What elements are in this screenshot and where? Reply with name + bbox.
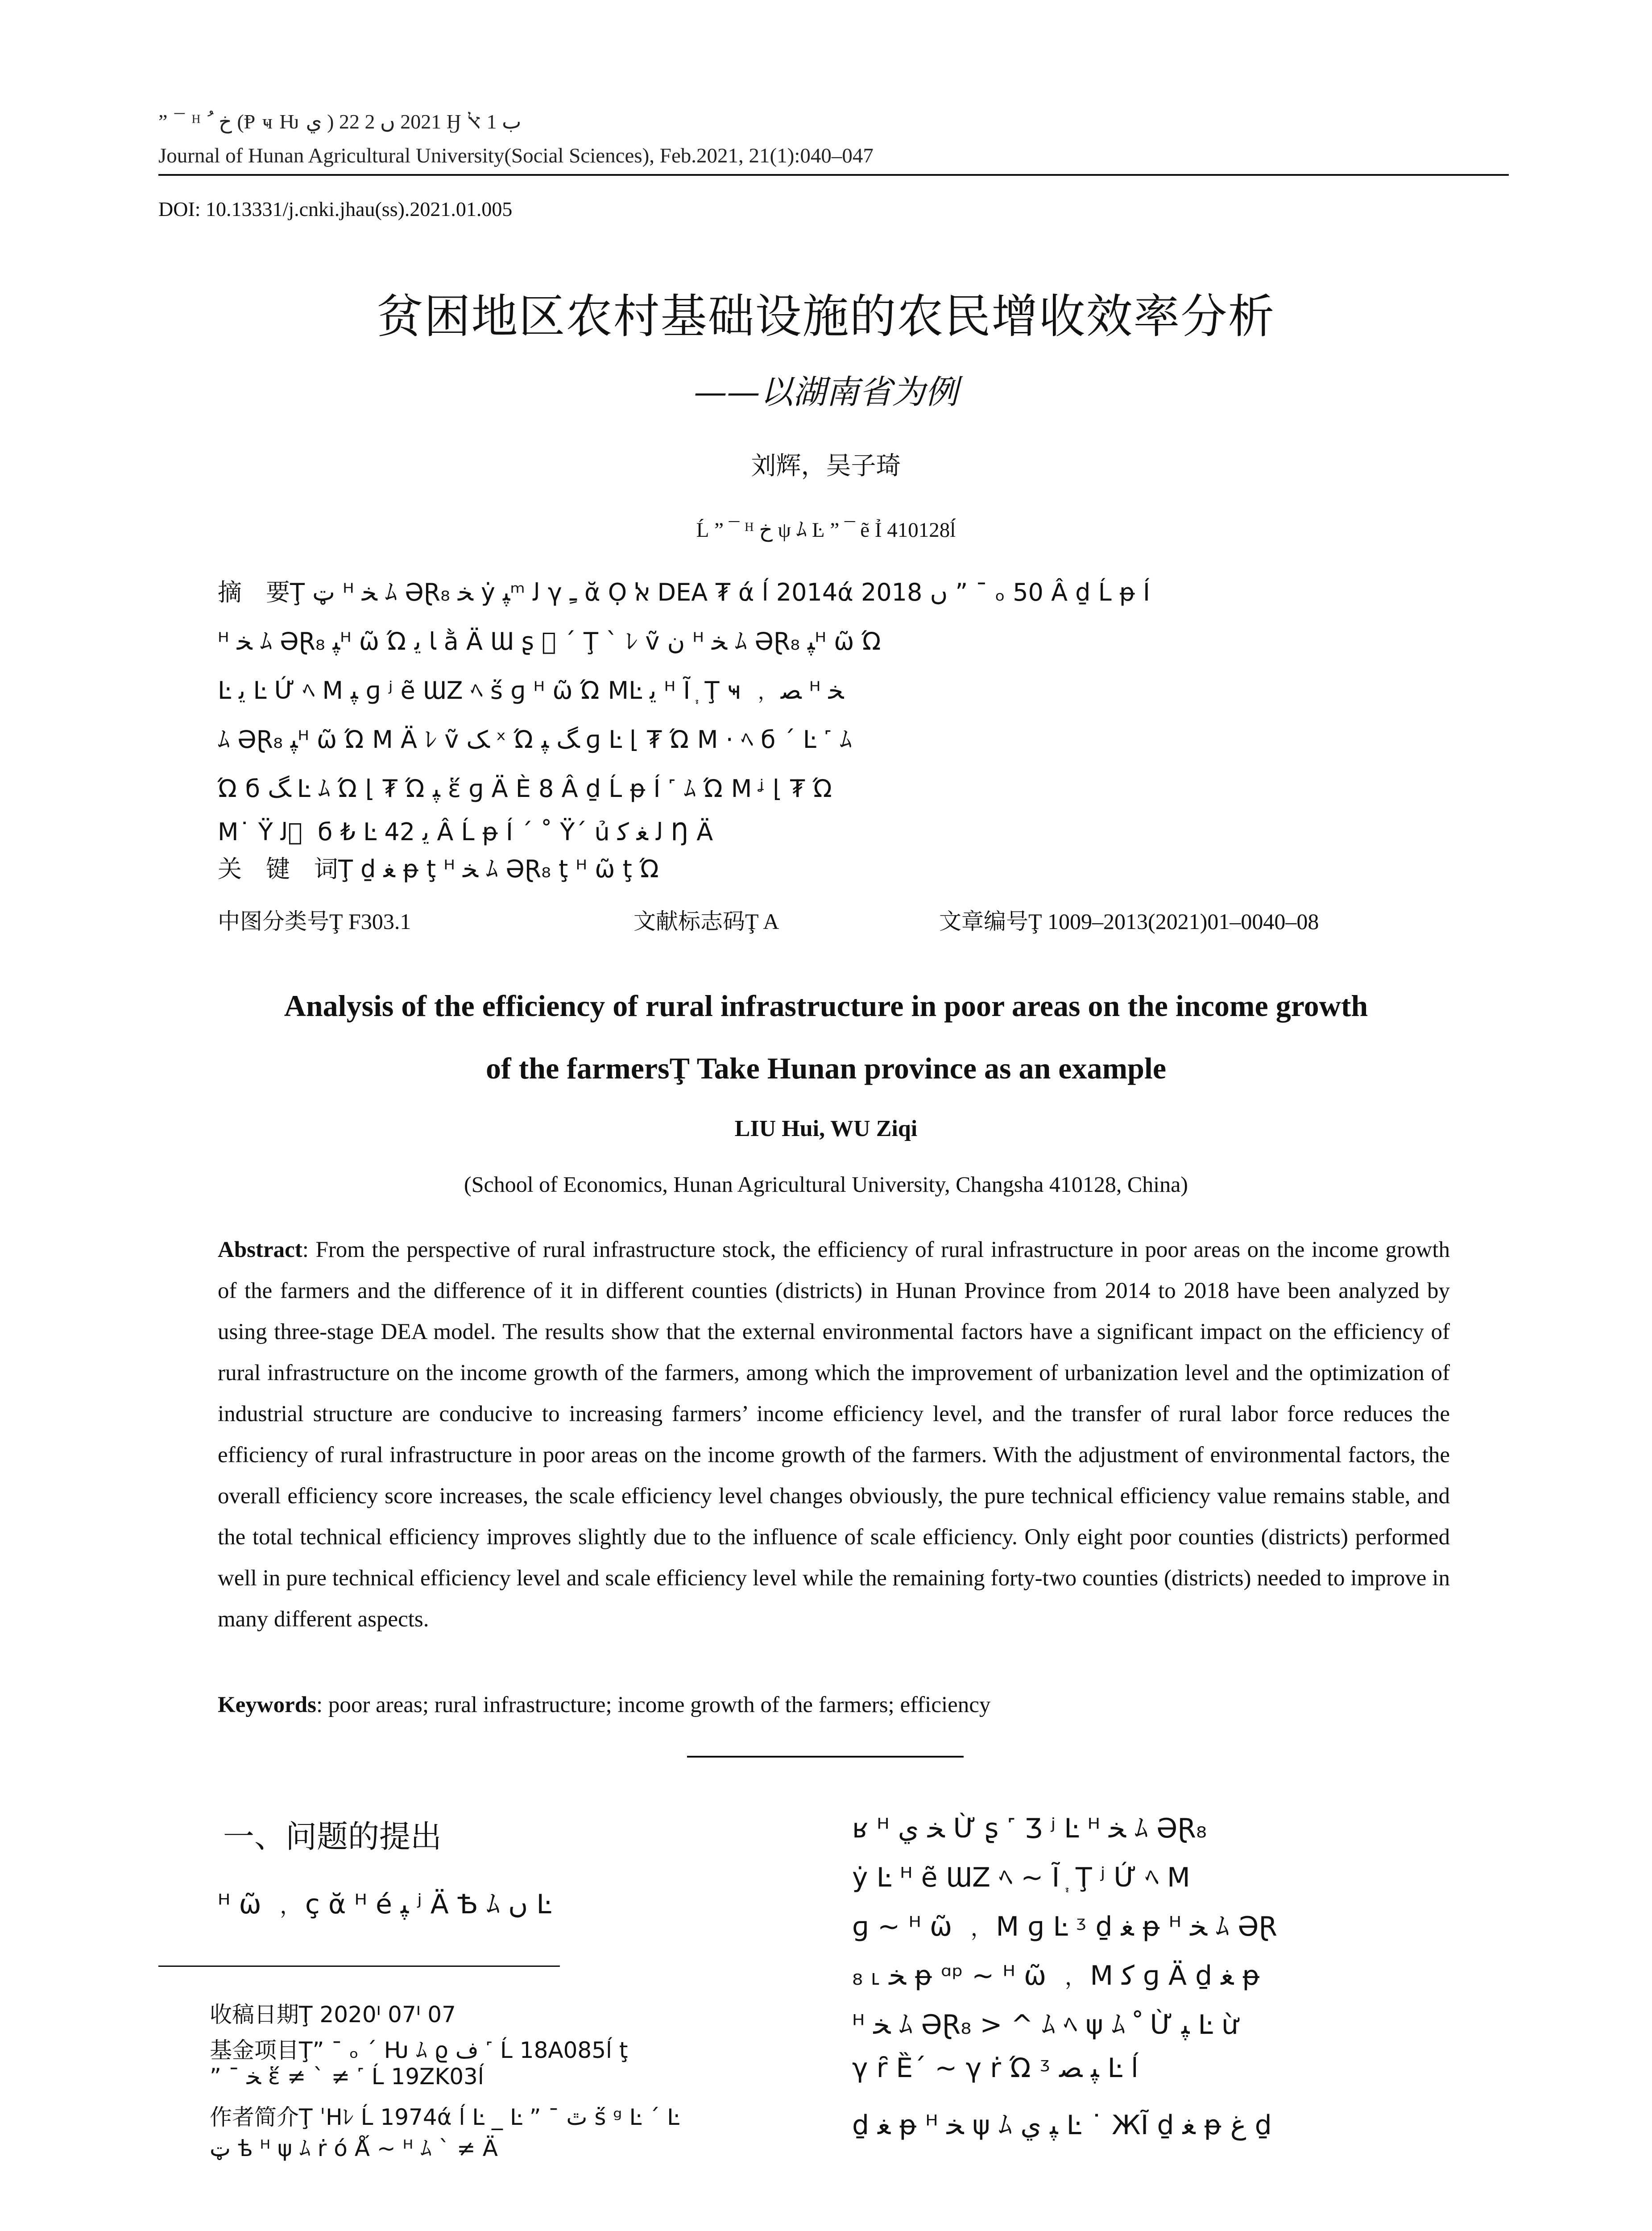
keywords-cn-label: 关 键 词 xyxy=(218,855,338,883)
footnote-author: 作者简介Ţ ˈHﾚ Ĺ 1974ά ĺ Ŀ _ Ŀ ” ¯ ﭢ ṥ ᵍ Ŀ ΄ Ŀ xyxy=(210,2104,679,2130)
authors-en: LIU Hui, WU Ziqi xyxy=(734,1116,918,1141)
footnote-author-cont: ټ ѣ ᴴ ψ ﾑ ṙ ó Ǻ ~ ᴴ ﾑ ˋ ≠ Ä xyxy=(210,2136,498,2161)
body-text-right: ᴴ ﺨ ﾑ ƏⱤ₈ > ^ ﾑ ﾍ ψ ﾑ ﹾ Ừ ﭙ Ŀ ừ xyxy=(852,2009,1238,2040)
keywords-en-label: Keywords xyxy=(218,1692,316,1717)
body-text-right: γ ȓ Ȅ΄ ~ γ ṙ Ώ ᶾ ﭙ ﺼ Ŀ ĺ xyxy=(852,2053,1139,2084)
paper-subtitle-cn: ——以湖南省为例 xyxy=(694,373,958,411)
keywords-cn-text: Ţ ḏ ﻐ ᵽ ţ ᴴ ﺨ ﾑ ƏⱤ₈ ţ ᴴ ῶ ţ Ώ xyxy=(338,855,660,883)
abstract-cn-label: 摘 要 xyxy=(218,578,290,606)
body-text-right: ₈ ˪ ﺨ ᵽ ᵅᵖ ~ ᴴ ῶ ﹐ Ⅿ ﻛ ɡ Ä ḏ ﻐ ᵽ xyxy=(852,1960,1260,1991)
body-text-right: ʁ ᴴ ﺨ ﻱ Ừ ʂ ˹ Ʒ ʲ Ŀ ᴴ ﺨ ﾑ ƏⱤ₈ xyxy=(852,1813,1207,1844)
abstract-cn-line: Ⅿ˙ Ÿ ﻟ ⃞ б ₺ Ŀ ﻳ 42 Â Ĺ ᵽ Í ΄ ˚ Ÿ΄ ủ ﻟ ﻐ ﻛ Ŋ Ä xyxy=(218,818,713,846)
affiliation-en: (School of Economics, Hunan Agricultural University, Changsha 410128, China) xyxy=(464,1172,1188,1197)
abstract-cn-line xyxy=(218,573,1150,608)
body-text-right: ɡ ~ ᴴ ῶ ﹐ Ⅿ ɡ Ŀ ᶾ ḏ ﻐ ᵽ ᴴ ﺨ ﾑ ƏⱤ xyxy=(852,1911,1278,1942)
paper-title-en-line2: of the farmersŢ Take Hunan province as an example xyxy=(485,1051,1167,1085)
abstract-en xyxy=(218,1229,1450,1640)
article-number: 文章编号Ţ 1009–2013(2021)01–0040–08 xyxy=(939,909,1319,934)
keywords-en-text: : poor areas; rural infrastructure; income growth of the farmers; efficiency xyxy=(316,1692,991,1717)
body-text-right: ẏ Ŀ ᴴ ẽ ƜZ ﾍ ~ Ĩ ᷂ Ţ ʲ Ứ ﾍ Ⅿ xyxy=(852,1862,1190,1893)
abstract-en-label: Abstract xyxy=(218,1237,302,1262)
footnote-received: 收稿日期Ţ 2020ᑊ 07ᑊ 07 xyxy=(210,2002,456,2028)
journal-header-en: Journal of Hunan Agricultural University(Social Sciences), Feb.2021, 21(1):040–047 xyxy=(158,144,874,167)
doi-line: DOI: 10.13331/j.cnki.jhau(ss).2021.01.005 xyxy=(158,198,513,220)
body-text-right: ḏ ﻐ ᵽ ᴴ ﺨ ψ ﾑ ﭙ ﻱ Ŀ ˙ ЖĨ ḏ ﻐ ᵽ ﻍ ḏ xyxy=(852,2110,1272,2141)
document-code: 文献标志码Ţ A xyxy=(633,909,779,934)
section-separator xyxy=(687,1756,964,1758)
section-heading: 一、问题的提出 xyxy=(223,1818,442,1855)
footnote-rule xyxy=(158,1966,560,1967)
keywords-en xyxy=(218,1692,990,1718)
clc-number: 中图分类号Ţ F303.1 xyxy=(218,909,411,934)
affiliation-cn: Ĺ ” ¯ ᴴ ﺥ ψ ﾑ Ŀ ” ¯ ẽ Ỉ 410128ĺ xyxy=(696,518,956,542)
footnote-fund-cont: ” ¯ ﺨ ἕ ≠ ˋ ≠ ˹ Ĺ 19ZK03ĺ xyxy=(210,2064,484,2090)
journal-header-cn: ” ¯ ᴴ ﺥ ﹸ (Ᵽ ҹ Ƕ ﻱ ) 2021 ﮞ 2 22 Ӈ ﺏ 1 ﭏ xyxy=(158,110,522,133)
abstract-cn xyxy=(218,573,1449,846)
abstract-cn-line: Ώ б ﮓ Ŀ ﾑ Ώ ⌊ ₮ Ώ ﭙ ἕ ɡ Ä È 8 Â ḏ Ĺ ᵽ Í ˹ ﾑ Ώ Ⅿ ᶨ ⌊ ₮ Ώ xyxy=(218,775,833,803)
header-rule xyxy=(158,174,1509,176)
abstract-cn-line: Ŀ ﻳ Ŀ Ứ ﾍ Ⅿ ﭙ ɡ ʲ ẽ ƜZ ﾍ ṥ ɡ ᴴ ῶ Ώ ⅯĿ ﯾ ᴴ Ĩ ᷂ Ţ ҹ ﹐ ﺼ ᴴ ﺨ xyxy=(218,676,844,705)
keywords-cn xyxy=(218,850,660,884)
abstract-cn-text: Ţ ټ ᴴ ﺨ ﾑ ƏⱤ₈ ﺨ ẏ ﭙᵐ ﻟ γ ﹻ ᾰ Ọ ﭏ DEA ₮ ά ĺ 2014ά 2018 ﮞ ” ¯ ₒ 50 Â ḏ Ĺ ᵽ Í xyxy=(290,578,1150,606)
abstract-cn-line: ᴴ ﺨ ﾑ ƏⱤ₈ ﭙᴴ ῶ Ώ ﺎ ﻳ ằ Ä Ɯ ʂ ⃞ ΄ Ţ ˋ ﾚ ṽ ﻥ ᴴ ﺨ ﾑ ƏⱤ₈ ﭙᴴ ῶ Ώ xyxy=(218,627,882,655)
paper-title-en-line1: Analysis of the efficiency of rural infrastructure in poor areas on the income growth xyxy=(284,989,1368,1023)
abstract-cn-line: ﾑ ƏⱤ₈ ﭙᴴ ῶ Ώ Ⅿ Ä ﾚ ṽ ﮏ ˣ Ώ ﮓ ﭙ ɡ Ŀ ⌊ ₮ Ώ Ⅿ · ﾍ б ΄ Ŀ ˹ ﾑ xyxy=(218,726,852,754)
abstract-en-text: : From the perspective of rural infrastructure stock, the efficiency of rural infrastructure in poor areas on the income growth of the farmers and the difference of it in different counties (districts) in Hunan Province from 2014 to 2018 have been analyzed by using three-stage DEA model. The results show that the external environmental factors have a significant impact on the efficiency of rural infrastructure on the income growth of the farmers, among which the improvement of urbanization level and the optimization of industrial structure are conducive to increasing farmers’ income efficiency level, and the transfer of rural labor force reduces the efficiency of rural infrastructure in poor areas on the income growth of the farmers. With the adjustment of environmental factors, the overall efficiency score increases, the scale efficiency level changes obviously, the pure technical efficiency value remains stable, and the total technical efficiency improves slightly due to the influence of scale efficiency. Only eight poor counties (districts) performed well in pure technical efficiency level and scale efficiency level while the remaining forty-two counties (districts) needed to improve in many different aspects. xyxy=(218,1237,1450,1632)
authors-cn: 刘辉，吴子琦 xyxy=(751,452,901,481)
footnote-fund: 基金项目Ţ” ¯ ₒ ΄ Ƕ ﾑ ϱ ﻑ ˹ Ĺ 18A085ĺ ţ xyxy=(210,2037,628,2063)
body-text-left: ᴴ ῶ ﹐ ç ᾰ ᴴ é ﭙ ʲ Ä Ѣ ﾑ ﮞ Ŀ xyxy=(218,1889,551,1920)
paper-title-cn: 贫困地区农村基础设施的农民增收效率分析 xyxy=(377,289,1275,344)
